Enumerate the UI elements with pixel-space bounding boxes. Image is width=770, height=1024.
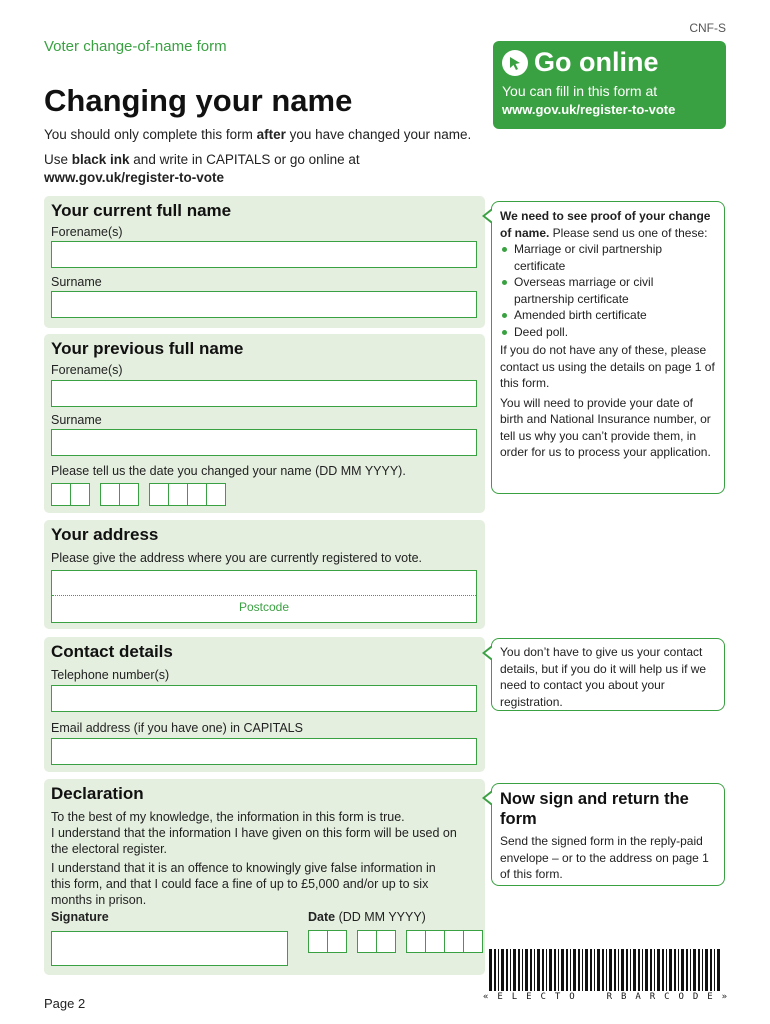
sign-return-callout: [491, 783, 725, 886]
form-type-label: Voter change-of-name form: [44, 38, 227, 55]
intro-line-1: [44, 126, 471, 144]
barcode-letter: O: [678, 992, 684, 1002]
barcode-bar: [578, 949, 580, 991]
barcode-bar: [590, 949, 592, 991]
barcode-bar: [717, 949, 720, 991]
form-code: CNF-S: [689, 21, 726, 35]
list-item: Overseas marriage or civil partnership certificate: [500, 274, 716, 307]
barcode-bar: [690, 949, 691, 991]
barcode-bar: [534, 949, 535, 991]
barcode-bar: [686, 949, 688, 991]
barcode-bar: [650, 949, 652, 991]
declaration-text-3: I understand that it is an offence to knowingly give false information in this form, and that I could face a fine of up to £5,000 and/or up to six months in prison.: [51, 861, 436, 907]
section-title: Contact details: [51, 642, 173, 661]
proof-list: [500, 241, 716, 340]
postcode-label: Postcode: [238, 600, 290, 614]
previous-surname-field[interactable]: [51, 429, 477, 456]
barcode-bar: [530, 949, 532, 991]
barcode-bar: [549, 949, 552, 991]
proof-para-1: If you do not have any of these, please contact us using the details on page 1 of this form.: [500, 343, 715, 390]
sign-return-heading: Now sign and return the form: [500, 790, 689, 828]
phone-label: Telephone number(s): [51, 668, 170, 682]
intro-text: and write in CAPITALS or go online at: [129, 152, 360, 167]
barcode-bar: [582, 949, 583, 991]
barcode-bar: [566, 949, 568, 991]
month-boxes[interactable]: [357, 930, 396, 953]
barcode-bar: [642, 949, 643, 991]
barcode-bar: [669, 949, 672, 991]
date-changed-label: Please tell us the date you changed your name (DD MM YYYY).: [51, 464, 406, 478]
barcode-letter: C: [540, 992, 546, 1002]
barcode-bar: [626, 949, 628, 991]
barcode-letter: L: [511, 992, 518, 1002]
intro-text: Use: [44, 152, 72, 167]
declaration-text-2: I understand that the information I have given on this form will be used on the electoral register.: [51, 826, 457, 856]
declaration-date-field: [308, 930, 483, 953]
barcode-bar: [714, 949, 715, 991]
forename-label: Forename(s): [51, 225, 123, 239]
barcode-bar: [621, 949, 624, 991]
barcode-letter: R: [606, 992, 612, 1002]
go-online-box: [493, 41, 726, 129]
barcode-bar: [537, 949, 540, 991]
barcode-bar: [602, 949, 604, 991]
barcode-bar: [609, 949, 612, 991]
phone-field[interactable]: [51, 685, 477, 712]
barcode-bar: [633, 949, 636, 991]
barcode-bar: [558, 949, 559, 991]
email-field[interactable]: [51, 738, 477, 765]
barcode-bar: [630, 949, 631, 991]
declaration-text-1: To the best of my knowledge, the information in this form is true.: [51, 810, 405, 824]
section-title: Your previous full name: [51, 339, 244, 358]
barcode-bar: [618, 949, 619, 991]
barcode-bar: [654, 949, 655, 991]
declaration-section: [44, 779, 485, 975]
current-name-section: [44, 196, 485, 328]
address-divider: [52, 595, 476, 596]
barcode-bar: [594, 949, 595, 991]
barcode-bar: [710, 949, 712, 991]
go-online-url-link[interactable]: www.gov.uk/register-to-vote: [502, 102, 676, 117]
previous-forename-field[interactable]: [51, 380, 477, 407]
barcode-bar: [698, 949, 700, 991]
barcode-image: [489, 949, 721, 995]
barcode-bar: [501, 949, 504, 991]
previous-name-section: [44, 334, 485, 513]
barcode-bar: [489, 949, 492, 991]
barcode-bar: [561, 949, 564, 991]
barcode-bar: [614, 949, 616, 991]
section-title: Declaration: [51, 784, 144, 803]
barcode-bar: [666, 949, 667, 991]
barcode-letter: O: [569, 992, 575, 1002]
barcode-bar: [705, 949, 708, 991]
date-label-bold: Date: [308, 910, 336, 924]
intro-emphasis: black ink: [71, 152, 130, 167]
barcode-bar: [522, 949, 523, 991]
barcode-bar: [693, 949, 696, 991]
barcode-letter: R: [649, 992, 656, 1002]
barcode-bar: [606, 949, 607, 991]
intro-text: You should only complete this form: [44, 127, 257, 142]
go-online-title: Go online: [534, 47, 659, 77]
go-online-heading: [502, 47, 659, 78]
intro-emphasis: after: [256, 127, 286, 142]
barcode-bar: [494, 949, 496, 991]
surname-label: Surname: [51, 275, 102, 289]
signature-label: Signature: [51, 910, 109, 924]
date-changed-field: [51, 483, 226, 506]
barcode-bar: [662, 949, 664, 991]
surname-label: Surname: [51, 413, 102, 427]
contact-section: [44, 637, 485, 772]
cursor-icon: [502, 50, 528, 76]
barcode-letter: A: [635, 992, 641, 1002]
barcode-bar: [513, 949, 516, 991]
proof-intro-bold: We need to see proof of your change of name.: [500, 209, 711, 240]
barcode-close: »: [721, 992, 727, 1002]
barcode-letter: D: [692, 992, 699, 1002]
barcode-bar: [597, 949, 600, 991]
intro-text: you have changed your name.: [285, 127, 472, 142]
barcode-letter: E: [497, 992, 503, 1002]
email-label: Email address (if you have one) in CAPITALS: [51, 721, 303, 735]
elector-barcode: [489, 949, 721, 995]
year-boxes[interactable]: [149, 483, 226, 506]
section-title: Your current full name: [51, 201, 232, 220]
date-label-format: (DD MM YYYY): [335, 910, 426, 924]
register-url-link[interactable]: www.gov.uk/register-to-vote: [44, 170, 225, 185]
proof-intro-rest: Please send us one of these:: [549, 225, 708, 240]
barcode-bar: [585, 949, 588, 991]
list-item: Deed poll.: [500, 324, 716, 341]
intro-line-2: [44, 151, 360, 187]
barcode-bar: [674, 949, 676, 991]
barcode-bar: [498, 949, 499, 991]
barcode-letter: E: [526, 992, 532, 1002]
barcode-bar: [645, 949, 648, 991]
barcode-bar: [573, 949, 576, 991]
barcode-letter: C: [664, 992, 670, 1002]
barcode-bar: [525, 949, 528, 991]
declaration-date-label: [308, 910, 426, 924]
barcode-bar: [518, 949, 520, 991]
list-item: Marriage or civil partnership certificate: [500, 241, 716, 274]
day-boxes[interactable]: [51, 483, 90, 506]
day-boxes[interactable]: [308, 930, 347, 953]
month-boxes[interactable]: [100, 483, 139, 506]
address-label: Please give the address where you are currently registered to vote.: [51, 551, 423, 565]
page-title: Changing your name: [44, 83, 353, 118]
barcode-bar: [506, 949, 508, 991]
address-section: [44, 520, 485, 629]
contact-callout: [491, 638, 725, 711]
contact-callout-text: You don’t have to give us your contact details, but if you do it will help us if we need to contact you about your registration.: [500, 645, 707, 709]
barcode-bar: [546, 949, 547, 991]
barcode-bar: [510, 949, 511, 991]
barcode-letter: B: [620, 992, 627, 1002]
barcode-bar: [657, 949, 660, 991]
list-item: Amended birth certificate: [500, 307, 716, 324]
barcode-caption: [483, 992, 727, 1002]
current-forename-field[interactable]: [51, 241, 477, 268]
current-surname-field[interactable]: [51, 291, 477, 318]
barcode-bar: [554, 949, 556, 991]
proof-intro: [500, 208, 716, 241]
section-title: Your address: [51, 525, 159, 544]
go-online-text: You can fill in this form at: [502, 83, 658, 99]
barcode-open: «: [483, 992, 489, 1002]
barcode-bar: [678, 949, 679, 991]
barcode-bar: [638, 949, 640, 991]
year-boxes[interactable]: [406, 930, 483, 953]
proof-para-2: You will need to provide your date of birth and National Insurance number, or tell us why you can’t provide them, in order for us to process your application.: [500, 395, 711, 459]
forename-label: Forename(s): [51, 363, 123, 377]
sign-return-text: Send the signed form in the reply-paid envelope – or to the address on page 1 of this form.: [500, 834, 709, 881]
barcode-bar: [681, 949, 684, 991]
proof-callout: [491, 201, 725, 494]
barcode-bar: [570, 949, 571, 991]
barcode-bar: [542, 949, 544, 991]
address-field[interactable]: [51, 570, 477, 623]
page-number: Page 2: [44, 996, 86, 1011]
barcode-bar: [702, 949, 703, 991]
barcode-letter: E: [707, 992, 713, 1002]
barcode-letter: T: [554, 992, 561, 1002]
signature-field[interactable]: [51, 931, 288, 966]
